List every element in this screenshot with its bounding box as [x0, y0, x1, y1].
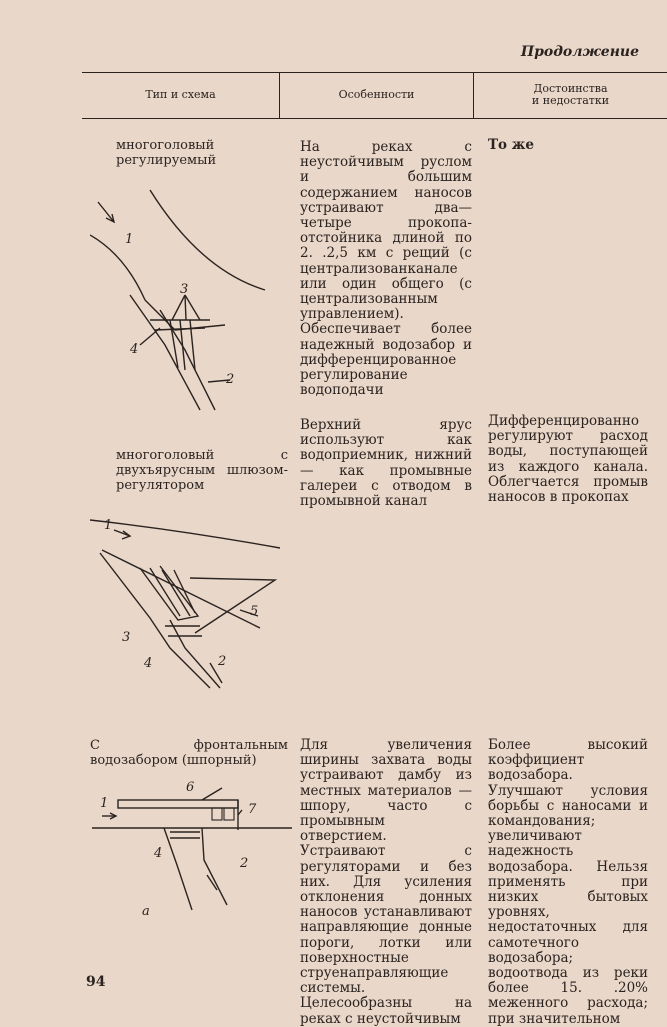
row3-sublabel: а — [142, 904, 150, 919]
header-pros-cons — [474, 72, 667, 118]
table-header-rule — [82, 118, 667, 119]
row1-label-1: 1 — [125, 232, 134, 247]
row2-diagram — [90, 508, 290, 698]
row3-features: Для увеличения ширины захвата воды устраивают дамбу из местных материалов — шпору, часто с промывным отверстием. Устраивают с регуляторами и без них. Для усиления отклонения донных наносов устанавливают направляющие донные пороги, лотки или поверхностные струенаправляющие системы. Целесообразны на реках с неустойчивым — [300, 737, 472, 1027]
row1-label-4: 4 — [130, 342, 139, 357]
row2-label-2: 2 — [218, 654, 227, 669]
row3-pros: Более высокий коэффициент водозабора. Улучшают условия борьбы с наносами и командования; увеличивают надежность водозабора. Нельзя применять при низких бытовых уровнях, недостаточных для самотечного водозабора; водоотвода из реки более 15. .20% меженного расхода; при значительном — [488, 737, 648, 1027]
header-pros-cons-line2: и недостатки — [531, 94, 610, 107]
row1-label-2: 2 — [226, 372, 235, 387]
row2-pros: Дифференцированно регулируют расход воды, поступающей из каждого канала. Облегчается промыв наносов в прокопах — [488, 413, 648, 506]
row3-label-6: 6 — [186, 780, 195, 795]
row3-label-4: 4 — [154, 846, 163, 861]
row1-features: На реках с неустойчивым руслом и большим содержанием наносов устраивают два—четыре прокопа-отстойника длиной по 2. .2,5 км с рещий (с централизованканале или один общего (с централизованным управлением). Обеспечивает более надежный водозабор и дифференцированное регулирование водоподачи — [300, 139, 472, 399]
header-type-scheme: Тип и схема — [145, 88, 216, 101]
row3-type: С фронтальным водозабором (шпорный) — [90, 738, 288, 768]
row1-label-3: 3 — [180, 282, 189, 297]
row3-diagram — [92, 780, 292, 920]
continuation-label: Продолжение — [520, 44, 639, 60]
row2-features: Верхний ярус используют как водоприемник, нижний — как промывные галереи с отводом в промывной канал — [300, 417, 472, 510]
header-pros-cons-line1: Достоинства — [533, 82, 608, 95]
row2-label-3: 3 — [122, 630, 131, 645]
row3-label-2: 2 — [240, 856, 249, 871]
row2-label-1: 1 — [104, 518, 113, 533]
row1-diagram — [90, 180, 280, 430]
row3-label-1: 1 — [100, 796, 109, 811]
row1-pros: То же — [488, 137, 534, 153]
row1-type: многоголовый регулируемый — [116, 138, 217, 168]
page-number: 94 — [86, 974, 106, 990]
header-features: Особенности — [338, 88, 415, 101]
row3-label-7: 7 — [248, 802, 257, 817]
row2-label-5: 5 — [250, 604, 259, 619]
row2-label-4: 4 — [144, 656, 153, 671]
row2-type: многоголовый с двухъярусным шлюзом-регулятором — [116, 448, 288, 493]
